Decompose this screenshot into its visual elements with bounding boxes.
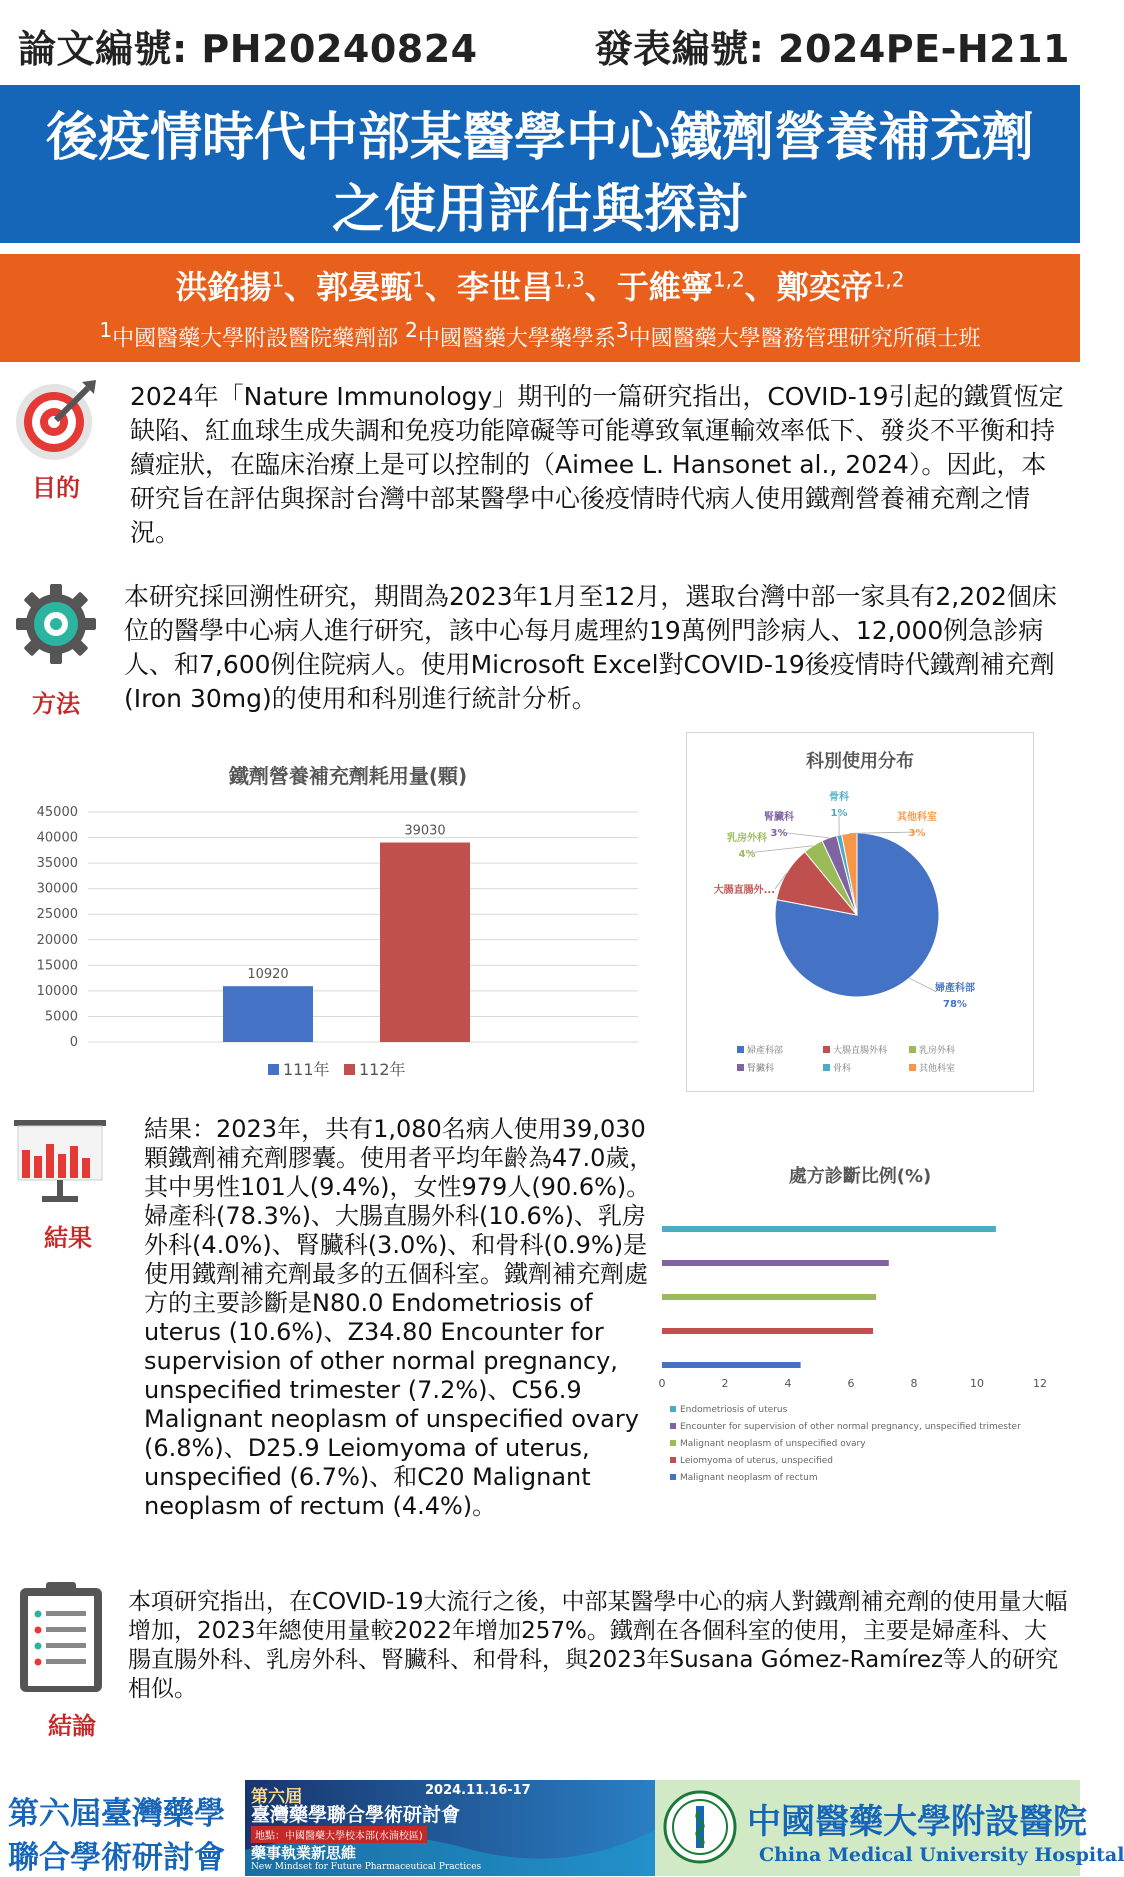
author-separator: 、 xyxy=(425,268,457,306)
legend-swatch xyxy=(344,1064,355,1075)
paper-id: 論文編號: PH20240824 xyxy=(18,18,478,73)
x-tick-label: 12 xyxy=(1033,1377,1047,1390)
legend-swatch xyxy=(909,1064,916,1071)
pie-value-label: 1% xyxy=(831,808,848,819)
legend-label: 婦產科部 xyxy=(747,1044,783,1056)
objective-label: 目的 xyxy=(16,468,96,503)
affiliation: 中國醫藥大學附設醫院藥劑部 xyxy=(112,326,398,351)
consumption-bar-chart xyxy=(18,750,658,1090)
x-tick-label: 2 xyxy=(722,1377,729,1390)
x-tick-label: 4 xyxy=(785,1377,792,1390)
y-tick-label: 40000 xyxy=(37,831,78,846)
affil-sup: 2 xyxy=(405,318,418,342)
y-tick-label: 0 xyxy=(70,1035,78,1050)
hbar-3 xyxy=(662,1328,873,1334)
banner-title-2: 臺灣藥學聯合學術研討會 xyxy=(251,1800,460,1827)
legend-label: Malignant neoplasm of rectum xyxy=(680,1473,818,1483)
y-tick-label: 20000 xyxy=(37,933,78,948)
legend-label: 其他科室 xyxy=(919,1062,955,1074)
chart1-title: 鐵劑營養補充劑耗用量(顆) xyxy=(78,760,618,789)
method-text: 本研究採回溯性研究，期間為2023年1月至12月，選取台灣中部一家具有2,202個床位的醫學中心病人進行研究，該中心每月處理約19萬例門診病人、12,000例急診病人、和7,600例住院病人。使用Microsoft Excel對COVID-19後疫情時代鐵劑補充劑(Iron 30mg)的使用和科別進行統計分析。 xyxy=(124,580,1069,716)
bar-data-label: 39030 xyxy=(404,824,445,839)
diagnosis-bar-chart xyxy=(650,1150,1070,1500)
author-name: 鄭奕帝 xyxy=(777,268,873,306)
legend-label: Leiomyoma of uterus, unspecified xyxy=(680,1456,833,1466)
banner-date: 2024.11.16-17 xyxy=(425,1783,531,1798)
y-tick-label: 5000 xyxy=(45,1009,78,1024)
author-banner xyxy=(0,254,1080,362)
pie-leader-line xyxy=(747,846,813,853)
author-separator: 、 xyxy=(585,268,617,306)
legend-swatch xyxy=(670,1457,676,1463)
affiliation: 中國醫藥大學藥學系 xyxy=(418,326,616,351)
legend-label: 骨科 xyxy=(833,1062,851,1074)
legend-swatch xyxy=(670,1406,676,1412)
banner-address: 地點：中國醫藥大學校本部(水湳校區) xyxy=(251,1826,427,1843)
footer-left-line1: 第六屆臺灣藥學 xyxy=(8,1788,225,1833)
conclusion-text: 本項研究指出，在COVID-19大流行之後，中部某醫學中心的病人對鐵劑補充劑的使用量大幅增加，2023年總使用量較2022年增加257%。鐵劑在各個科室的使用，主要是婦產科、大腸直腸外科、乳房外科、腎臟科、和骨科，與2023年Susana Gómez-Ramírez等人的研究相似。 xyxy=(128,1588,1068,1704)
x-tick-label: 0 xyxy=(659,1377,666,1390)
author-separator: 、 xyxy=(745,268,777,306)
author-name: 郭晏甄 xyxy=(316,268,412,306)
y-tick-label: 25000 xyxy=(37,907,78,922)
y-tick-label: 10000 xyxy=(37,984,78,999)
footer-conference-name xyxy=(0,1780,245,1876)
author-name: 于維寧 xyxy=(617,268,713,306)
legend-swatch xyxy=(823,1046,830,1053)
legend-swatch xyxy=(670,1440,676,1446)
x-tick-label: 10 xyxy=(970,1377,984,1390)
affil-sup: 1 xyxy=(99,318,112,342)
legend-swatch xyxy=(737,1046,744,1053)
hbar-2 xyxy=(662,1294,876,1300)
author-affil-sup: 1 xyxy=(412,267,425,291)
chart3-title: 處方診斷比例(%) xyxy=(650,1162,1070,1188)
author-affil-sup: 1,2 xyxy=(713,267,745,291)
y-tick-label: 15000 xyxy=(37,958,78,973)
author-name: 洪銘揚 xyxy=(175,268,271,306)
y-tick-label: 30000 xyxy=(37,882,78,897)
chart1-svg xyxy=(18,750,658,1090)
author-affil-sup: 1 xyxy=(271,267,284,291)
title-banner xyxy=(0,85,1080,243)
clipboard-icon xyxy=(16,1578,106,1696)
legend-label: Endometriosis of uterus xyxy=(680,1405,788,1415)
conclusion-label: 結論 xyxy=(32,1706,112,1741)
pie-category-label: 腎臟科 xyxy=(764,810,795,823)
hbar-0 xyxy=(662,1226,996,1232)
pie-value-label: 3% xyxy=(771,828,788,839)
legend-label: 大腸直腸外科 xyxy=(833,1044,887,1056)
x-tick-label: 8 xyxy=(911,1377,918,1390)
hbar-1 xyxy=(662,1260,889,1266)
banner-theme-en: New Mindset for Future Pharmaceutical Practices xyxy=(251,1862,481,1872)
title-line-2: 之使用評估與探討 xyxy=(0,167,1080,242)
pie-category-label: 骨科 xyxy=(829,790,850,803)
legend-label: Malignant neoplasm of unspecified ovary xyxy=(680,1439,866,1449)
chart2-title: 科別使用分布 xyxy=(687,747,1033,773)
legend-swatch xyxy=(268,1064,279,1075)
department-pie-chart xyxy=(686,732,1034,1092)
bar-112年 xyxy=(380,843,470,1042)
hospital-name-en: China Medical University Hospital xyxy=(759,1844,1124,1866)
results-label: 結果 xyxy=(28,1218,108,1253)
affiliation-list xyxy=(0,318,1080,352)
affiliation: 中國醫藥大學醫務管理研究所碩士班 xyxy=(629,326,981,351)
author-name: 李世昌 xyxy=(457,268,553,306)
author-affil-sup: 1,2 xyxy=(873,267,905,291)
results-text: 結果：2023年，共有1,080名病人使用39,030顆鐵劑補充劑膠囊。使用者平均年齡為47.0歲，其中男性101人(9.4%)，女性979人(90.6%)。婦產科(78.3%)、大腸直腸外科(10.6%)、乳房外科(4.0%)、腎臟科(3.0%)、和骨科(0.9%)是使用鐵劑補充劑最多的五個科室。鐵劑補充劑處方的主要診斷是N80.0 Endometriosis of uterus (10.6%)、Z34.80 Encounter for supervision of other normal pregnancy, unspecified trimester (7.2%)、C56.9 Malignant neoplasm of unspecified ovary (6.8%)、D25.9 Leiomyoma of uterus, unspecified (6.7%)、和C20 Malignant neoplasm of rectum (4.4%)。 xyxy=(144,1115,654,1521)
pie-leader-line xyxy=(909,978,935,991)
author-list xyxy=(0,262,1080,308)
chart2-svg xyxy=(687,733,1033,1091)
target-icon xyxy=(14,378,98,462)
legend-label: 112年 xyxy=(359,1060,406,1079)
chart3-svg xyxy=(650,1150,1070,1500)
legend-swatch xyxy=(909,1046,916,1053)
pie-value-label: 3% xyxy=(909,828,926,839)
bar-data-label: 10920 xyxy=(247,967,288,982)
footer-conference-banner xyxy=(245,1780,655,1876)
legend-swatch xyxy=(670,1474,676,1480)
legend-label: 腎臟科 xyxy=(747,1062,774,1074)
legend-swatch xyxy=(737,1064,744,1071)
pie-category-label: 其他科室 xyxy=(897,810,937,823)
pie-value-label: 4% xyxy=(739,849,756,860)
pie-value-label: 78% xyxy=(943,999,967,1010)
bar-chart-icon xyxy=(12,1116,108,1208)
bar-111年 xyxy=(223,986,313,1042)
legend-label: 111年 xyxy=(283,1060,330,1079)
author-affil-sup: 1,3 xyxy=(553,267,585,291)
legend-swatch xyxy=(823,1064,830,1071)
author-separator: 、 xyxy=(284,268,316,306)
title-line-1: 後疫情時代中部某醫學中心鐵劑營養補充劑 xyxy=(0,95,1080,170)
y-tick-label: 35000 xyxy=(37,856,78,871)
footer-left-line2: 聯合學術研討會 xyxy=(8,1832,225,1877)
objective-text: 2024年「Nature Immunology」期刊的一篇研究指出，COVID-19引起的鐵質恆定缺陷、紅血球生成失調和免疫功能障礙等可能導致氧運輸效率低下、發炎不平衡和持續症狀，在臨床治療上是可以控制的（Aimee L. Hansonet al., 2024）。因此，本研究旨在評估與探討台灣中部某醫學中心後疫情時代病人使用鐵劑營養補充劑之情況。 xyxy=(130,380,1065,550)
hospital-name: 中國醫藥大學附設醫院 xyxy=(747,1794,1087,1843)
pie-category-label: 乳房外科 xyxy=(727,831,768,844)
hbar-4 xyxy=(662,1362,801,1368)
x-tick-label: 6 xyxy=(848,1377,855,1390)
footer-hospital xyxy=(655,1780,1080,1876)
y-tick-label: 45000 xyxy=(37,805,78,820)
gear-icon xyxy=(14,582,98,666)
pie-category-label: 大腸直腸外... xyxy=(714,883,775,896)
legend-label: Encounter for supervision of other normal pregnancy, unspecified trimester xyxy=(680,1422,1021,1432)
pie-category-label: 婦產科部 xyxy=(935,981,975,994)
legend-label: 乳房外科 xyxy=(919,1044,955,1056)
banner-title-1: 第六屆 xyxy=(251,1782,302,1807)
legend-swatch xyxy=(670,1423,676,1429)
method-label: 方法 xyxy=(16,684,96,719)
banner-theme: 藥事執業新思維 xyxy=(251,1842,356,1863)
affil-sup: 3 xyxy=(616,318,629,342)
presentation-id: 發表編號: 2024PE-H211 xyxy=(595,18,1070,73)
hospital-logo-icon xyxy=(663,1790,737,1864)
